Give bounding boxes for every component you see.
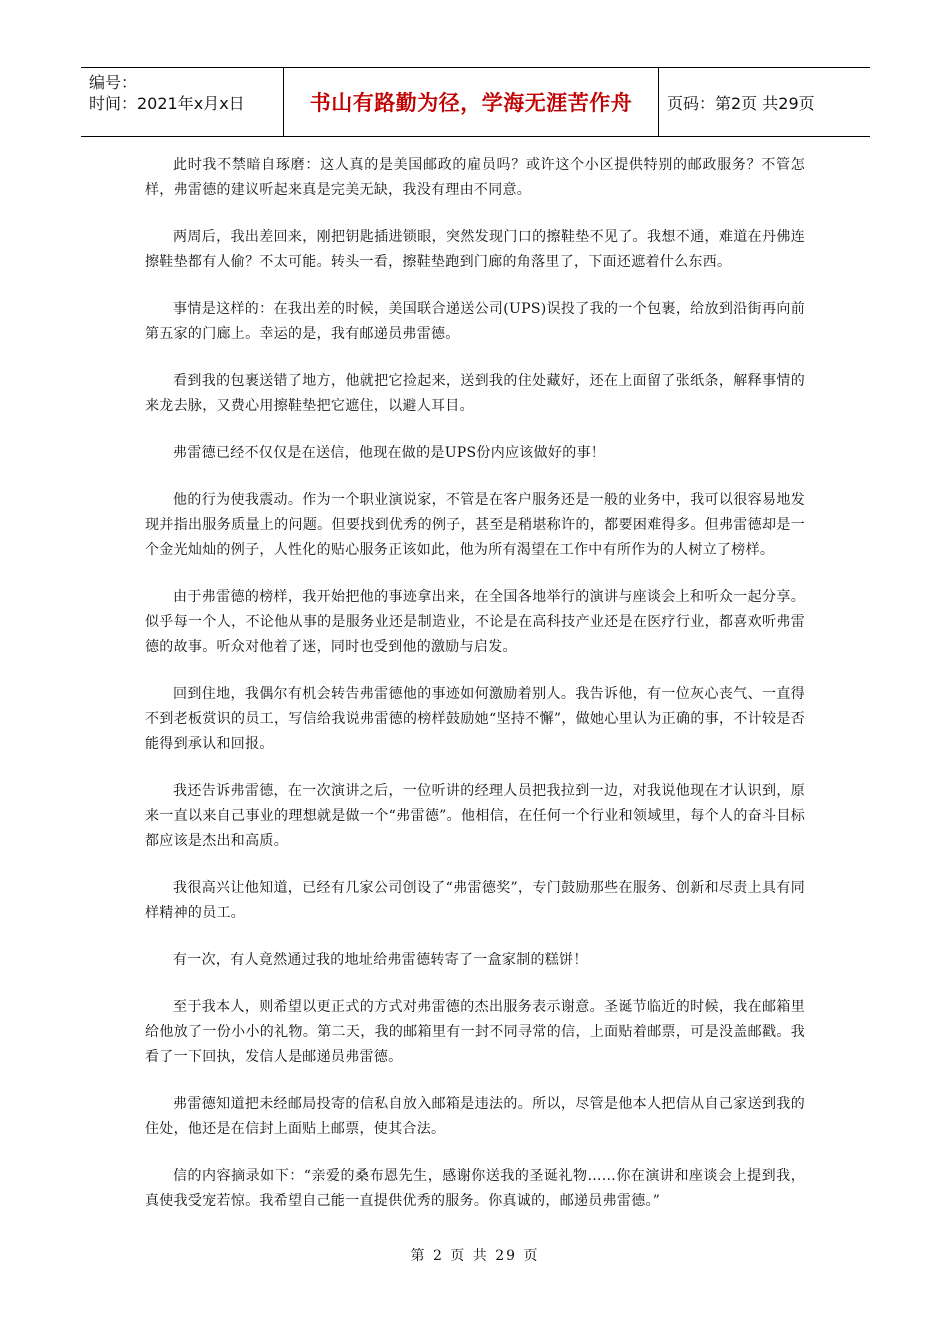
body-paragraph: 两周后，我出差回来，刚把钥匙插进锁眼，突然发现门口的擦鞋垫不见了。我想不通，难道在丹佛连擦鞋垫都有人偷？不太可能。转头一看，擦鞋垫跑到门廊的角落里了，下面还遮着什么东西。: [145, 229, 805, 270]
body-paragraph: 看到我的包裹送错了地方，他就把它捡起来，送到我的住处藏好，还在上面留了张纸条，解释事情的来龙去脉，又费心用擦鞋垫把它遮住，以避人耳目。: [145, 373, 805, 414]
document-body: [145, 153, 805, 1236]
body-paragraph: 有一次，有人竟然通过我的地址给弗雷德转寄了一盒家制的糕饼！: [173, 952, 588, 968]
body-paragraph: 回到住地，我偶尔有机会转告弗雷德他的事迹如何激励着别人。我告诉他，有一位灰心丧气、一直得不到老板赏识的员工，写信给我说弗雷德的榜样鼓励她“坚持不懈”，做她心里认为正确的事，不计较是否能得到承认和回报。: [145, 686, 805, 752]
body-paragraph: 弗雷德知道把未经邮局投寄的信私自放入邮箱是违法的。所以，尽管是他本人把信从自己家送到我的住处，他还是在信封上面贴上邮票，使其合法。: [145, 1096, 805, 1137]
header-motto: 书山有路勤为径，学海无涯苦作舟: [283, 68, 659, 136]
document-time-label: 时间：2021年x月x日: [89, 94, 245, 113]
body-paragraph: 至于我本人，则希望以更正式的方式对弗雷德的杰出服务表示谢意。圣诞节临近的时候，我在邮箱里给他放了一份小小的礼物。第二天，我的邮箱里有一封不同寻常的信，上面贴着邮票，可是没盖邮戳。我看了一下回执，发信人是邮递员弗雷德。: [145, 999, 805, 1065]
body-paragraph: 事情是这样的：在我出差的时候，美国联合递送公司(UPS)误投了我的一个包裹，给放到沿街再向前第五家的门廊上。幸运的是，我有邮递员弗雷德。: [145, 301, 805, 342]
body-paragraph: 我还告诉弗雷德，在一次演讲之后，一位听讲的经理人员把我拉到一边，对我说他现在才认识到，原来一直以来自己事业的理想就是做一个“弗雷德”。他相信，在任何一个行业和领域里，每个人的奋斗目标都应该是杰出和高质。: [145, 783, 805, 849]
body-paragraph: 弗雷德已经不仅仅是在送信，他现在做的是UPS份内应该做好的事！: [173, 445, 606, 461]
document-number-label: 编号：: [89, 73, 138, 92]
body-paragraph: 我很高兴让他知道，已经有几家公司创设了“弗雷德奖”，专门鼓励那些在服务、创新和尽责上具有同样精神的员工。: [145, 880, 805, 921]
page-header: [81, 67, 870, 137]
body-paragraph: 信的内容摘录如下：“亲爱的桑布恩先生，感谢你送我的圣诞礼物……你在演讲和座谈会上提到我，真使我受宠若惊。我希望自己能一直提供优秀的服务。你真诚的，邮递员弗雷德。”: [145, 1168, 805, 1209]
page-footer: 第 2 页 共 29 页: [410, 1248, 540, 1264]
body-paragraph: 此时我不禁暗自琢磨：这人真的是美国邮政的雇员吗？或许这个小区提供特别的邮政服务？不管怎样，弗雷德的建议听起来真是完美无缺，我没有理由不同意。: [145, 157, 805, 198]
header-meta: [81, 68, 283, 136]
body-paragraph: 由于弗雷德的榜样，我开始把他的事迹拿出来，在全国各地举行的演讲与座谈会上和听众一起分享。似乎每一个人，不论他从事的是服务业还是制造业，不论是在高科技产业还是在医疗行业，都喜欢听弗雷德的故事。听众对他着了迷，同时也受到他的激励与启发。: [145, 589, 805, 655]
body-paragraph: 他的行为使我震动。作为一个职业演说家，不管是在客户服务还是一般的业务中，我可以很容易地发现并指出服务质量上的问题。但要找到优秀的例子，甚至是稍堪称许的，都要困难得多。但弗雷德却是一个金光灿灿的例子，人性化的贴心服务正该如此，他为所有渴望在工作中有所作为的人树立了榜样。: [145, 492, 805, 558]
header-page-info: 页码：第2页 共29页: [667, 93, 815, 113]
